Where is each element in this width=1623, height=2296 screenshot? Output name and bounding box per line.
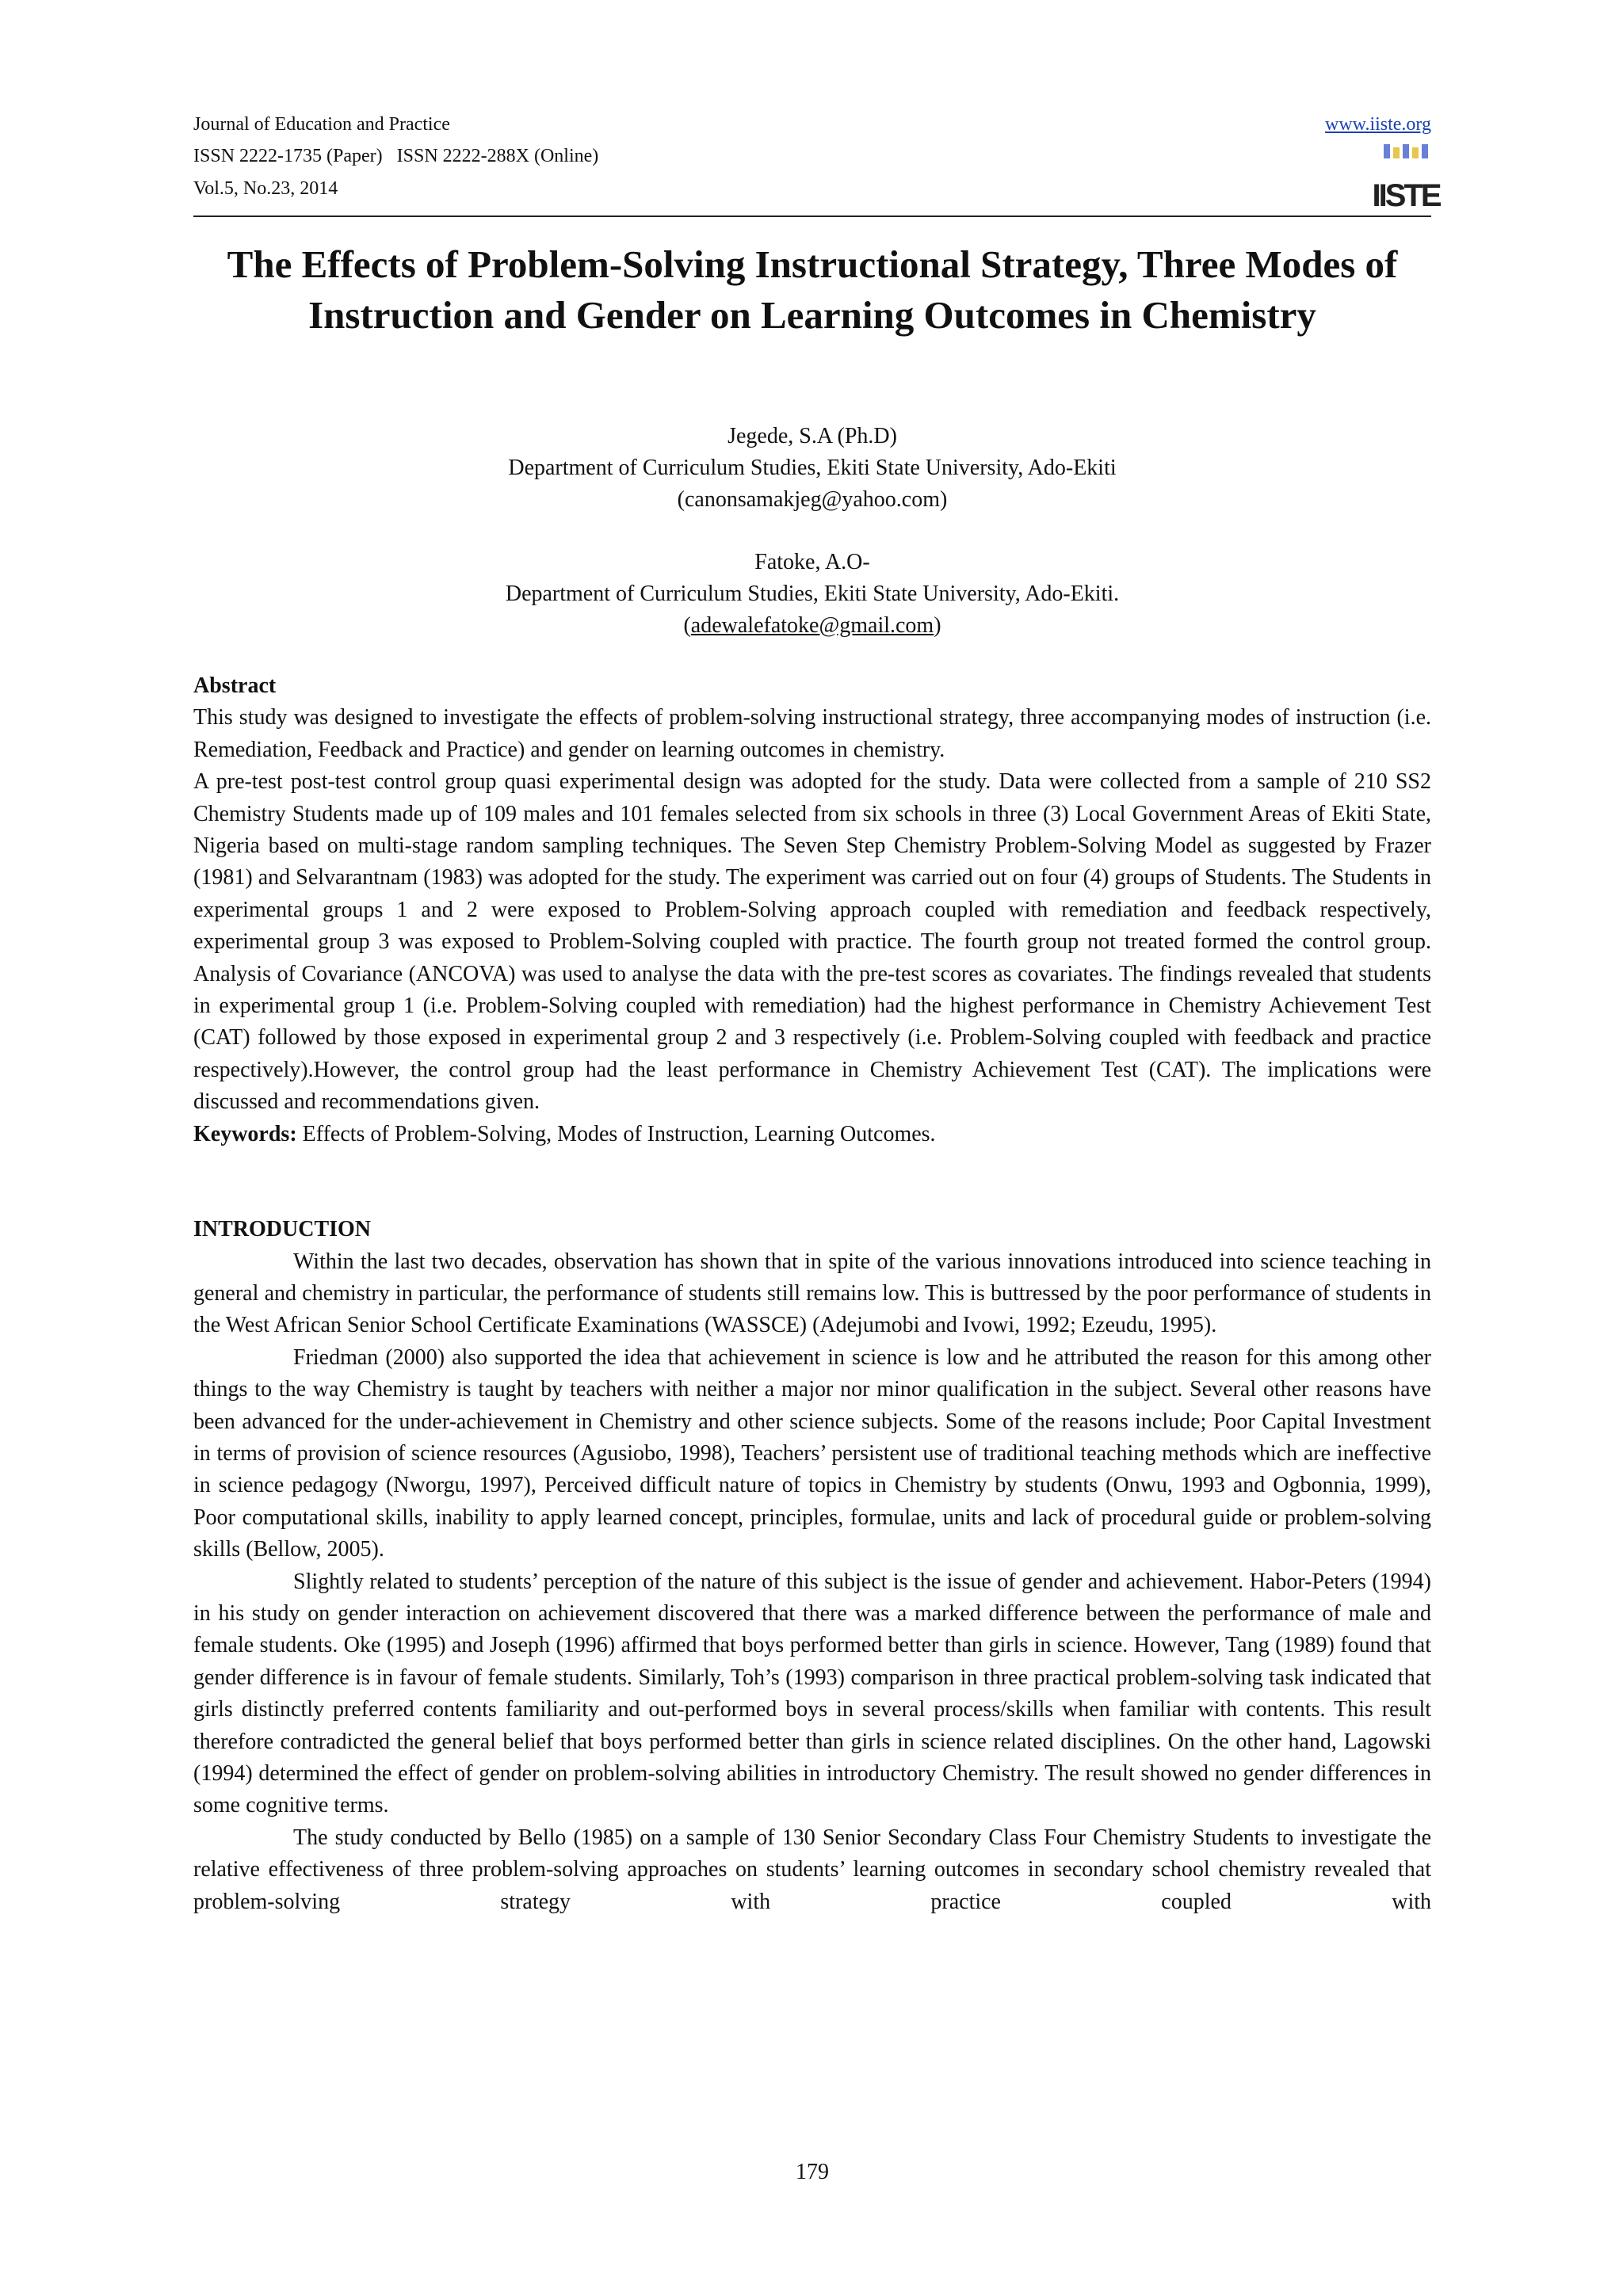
volume-line: Vol.5, No.23, 2014 — [193, 178, 338, 199]
keywords-line — [193, 1119, 1431, 1150]
paper-page — [193, 0, 1440, 2296]
journal-name: Journal of Education and Practice — [193, 114, 450, 135]
section-gap — [193, 1150, 1431, 1214]
introduction-paragraph: Within the last two decades, observation has shown that in spite of the various innovations introduced into science teaching in general and chemistry in particular, the performance of students still remains low. This is buttressed by the poor performance of students in the West African Senior School Certificate Examinations (WASSCE) (Adejumobi and Ivowi, 1992; Ezeudu, 1995). — [193, 1249, 1431, 1338]
author-block-2 — [193, 547, 1431, 642]
introduction-paragraph: Friedman (2000) also supported the idea that achievement in science is low and he attributed the reason for this among other things to the way Chemistry is taught by teachers with neither a major nor minor qualification in the subject. Several other reasons have been advanced for the under-achievement in Chemistry and other science subjects. Some of the reasons include; Poor Capital Investment in terms of provision of science resources (Agusiobo, 1998), Teachers’ persistent use of traditional teaching methods which are ineffective in science pedagogy (Nworgu, 1997), Perceived difficult nature of topics in Chemistry by students (Onwu, 1993 and Ogbonnia, 1999), Poor computational skills, inability to apply learned concept, principles, formulae, units and lack of procedural guide or problem-solving skills (Bellow, 2005). — [193, 1344, 1431, 1562]
author-email: (canonsamakjeg@yahoo.com) — [677, 487, 948, 512]
introduction-heading: INTRODUCTION — [193, 1217, 372, 1242]
paper-title: The Effects of Problem-Solving Instructional Strategy, Three Modes of Instruction and Gender on Learning Outcomes in Chemistry — [227, 242, 1398, 337]
issn-line: ISSN 2222-1735 (Paper) ISSN 2222-288X (Online) — [193, 146, 599, 166]
introduction-paragraph: Slightly related to students’ perception of the nature of this subject is the issue of gender and achievement. Habor-Peters (1994) in his study on gender interaction on achievement discovered that there was a marked difference between the performance of male and female students. Oke (1995) and Joseph (1996) affirmed that boys performed better than girls in science. However, Tang (1989) found that gender difference is in favour of female students. Similarly, Toh’s (1993) comparison in three practical problem-solving task indicated that girls distinctly preferred contents familiarity and out-performed boys in several process/skills when familiar with contents. This result therefore contradicted the general belief that boys performed better than girls in science related disciplines. On the other hand, Lagowski (1994) determined the effect of gender on problem-solving abilities in introductory Chemistry. The result showed no gender differences in some cognitive terms. — [193, 1569, 1431, 1818]
iiste-logo-icon — [1372, 143, 1440, 213]
abstract-paragraph: This study was designed to investigate the effects of problem-solving instructional strategy, three accompanying modes of instruction (i.e. Remediation, Feedback and Practice) and gender on learning outcomes in chemistry. — [193, 705, 1431, 762]
abstract-heading: Abstract — [193, 673, 277, 698]
keywords-text: Effects of Problem-Solving, Modes of Instruction, Learning Outcomes. — [296, 1121, 936, 1146]
journal-header — [193, 113, 1440, 217]
logo-text: IISTE — [1372, 178, 1440, 213]
author-name: Fatoke, A.O- — [754, 550, 870, 574]
abstract-paragraph: A pre-test post-test control group quasi experimental design was adopted for the study. Data were collected from a sample of 210 SS2 Chemistry Students made up of 109 males and 101 females selected from six schools in three (3) Local Government Areas of Ekiti State, Nigeria based on multi-stage random sampling techniques. The Seven Step Chemistry Problem-Solving Model as suggested by Frazer (1981) and Selvarantnam (1983) was adopted for the study. The experiment was carried out on four (4) groups of Students. The Students in experimental groups 1 and 2 were exposed to Problem-Solving approach coupled with remediation and feedback respectively, experimental group 3 was exposed to Problem-Solving coupled with practice. The fourth group not treated formed the control group. Analysis of Covariance (ANCOVA) was used to analyse the data with the pre-test scores as covariates. The findings revealed that students in experimental group 1 (i.e. Problem-Solving coupled with remediation) had the highest performance in Chemistry Achievement Test (CAT) followed by those exposed in experimental group 2 and 3 respectively (i.e. Problem-Solving coupled with feedback and practice respectively).However, the control group had the least performance in Chemistry Achievement Test (CAT). The implications were discussed and recommendations given. — [193, 769, 1431, 1115]
paper-body — [193, 670, 1431, 1918]
author-name: Jegede, S.A (Ph.D) — [727, 424, 897, 448]
author-affiliation: Department of Curriculum Studies, Ekiti State University, Ado-Ekiti. — [505, 582, 1120, 606]
introduction-paragraph: The study conducted by Bello (1985) on a sample of 130 Senior Secondary Class Four Chemistry Students to investigate the relative effectiveness of three problem-solving approaches on students’ learning outcomes in secondary school chemistry revealed that problem-solving strategy with practice coupled with — [193, 1825, 1431, 1914]
author-affiliation: Department of Curriculum Studies, Ekiti State University, Ado-Ekiti — [508, 456, 1117, 480]
email-paren-close: ) — [934, 613, 941, 638]
author-email — [193, 610, 1431, 642]
page-number: 179 — [796, 2160, 829, 2184]
email-paren-open: ( — [683, 613, 691, 638]
journal-website-link[interactable]: www.iiste.org — [1325, 114, 1431, 135]
author-block-1 — [193, 421, 1431, 516]
author-email-link[interactable]: adewalefatoke@gmail.com — [690, 613, 934, 638]
keywords-label: Keywords: — [193, 1121, 297, 1146]
